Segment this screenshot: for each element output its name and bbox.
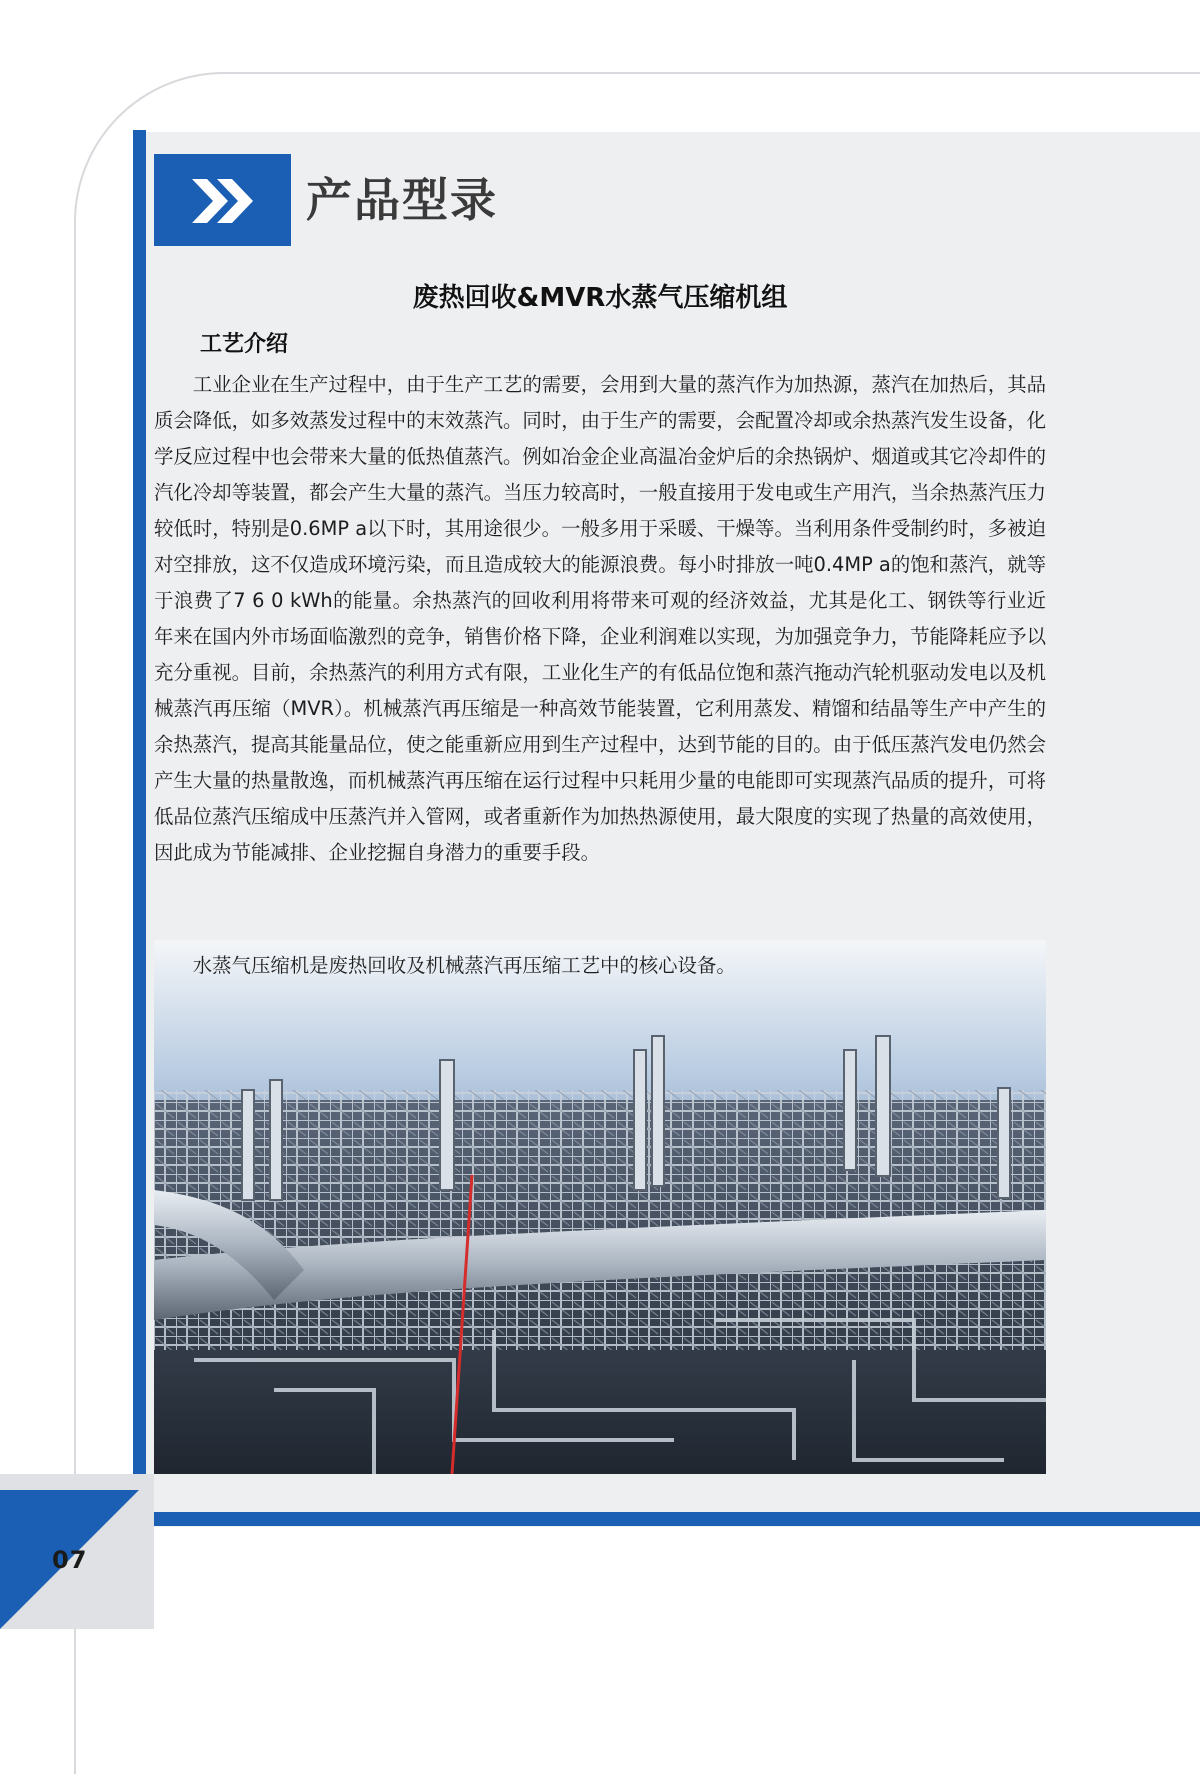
double-chevron-right-icon (190, 176, 254, 226)
blue-horizontal-rule (74, 1512, 1200, 1526)
section-title: 产品型录 (306, 173, 498, 227)
page-number: 07 (52, 1546, 88, 1574)
section-title-box (154, 154, 291, 246)
product-title: 废热回收&MVR水蒸气压缩机组 (412, 283, 788, 313)
intro-heading: 工艺介绍 (200, 332, 289, 357)
industrial-plant-photo (154, 940, 1046, 1474)
intro-paragraph-1: 工业企业在生产过程中，由于生产工艺的需要，会用到大量的蒸汽作为加热源，蒸汽在加热后，其品质会降低，如多效蒸发过程中的末效蒸汽。同时，由于生产的需要，会配置冷却或余热蒸汽发生设备，化学反应过程中也会带来大量的低热值蒸汽。例如冶金企业高温冶金炉后的余热锅炉、烟道或其它冷却件的汽化冷却等装置，都会产生大量的蒸汽。当压力较高时，一般直接用于发电或生产用汽，当余热蒸汽压力较低时，特别是0.6MP a以下时，其用途很少。一般多用于采暖、干燥等。当利用条件受制约时，多被迫对空排放，这不仅造成环境污染，而且造成较大的能源浪费。每小时排放一吨0.4MP a的饱和蒸汽，就等于浪费了7 6 0 kWh的能量。余热蒸汽的回收利用将带来可观的经济效益，尤其是化工、钢铁等行业近年来在国内外市场面临激烈的竞争，销售价格下降，企业利润难以实现，为加强竞争力，节能降耗应予以充分重视。目前，余热蒸汽的利用方式有限，工业化生产的有低品位饱和蒸汽拖动汽轮机驱动发电以及机械蒸汽再压缩（MVR）。机械蒸汽再压缩是一种高效节能装置，它利用蒸发、精馏和结晶等生产中产生的余热蒸汽，提高其能量品位，使之能重新应用到生产过程中，达到节能的目的。由于低压蒸汽发电仍然会产生大量的热量散逸，而机械蒸汽再压缩在运行过程中只耗用少量的电能即可实现蒸汽品质的提升，可将低品位蒸汽压缩成中压蒸汽并入管网，或者重新作为加热热源使用，最大限度的实现了热量的高效使用，因此成为节能减排、企业挖掘自身潜力的重要手段。 (154, 373, 1046, 864)
intro-paragraph-2: 水蒸气压缩机是废热回收及机械蒸汽再压缩工艺中的核心设备。 (192, 954, 736, 977)
blue-vertical-rule (133, 130, 146, 1555)
